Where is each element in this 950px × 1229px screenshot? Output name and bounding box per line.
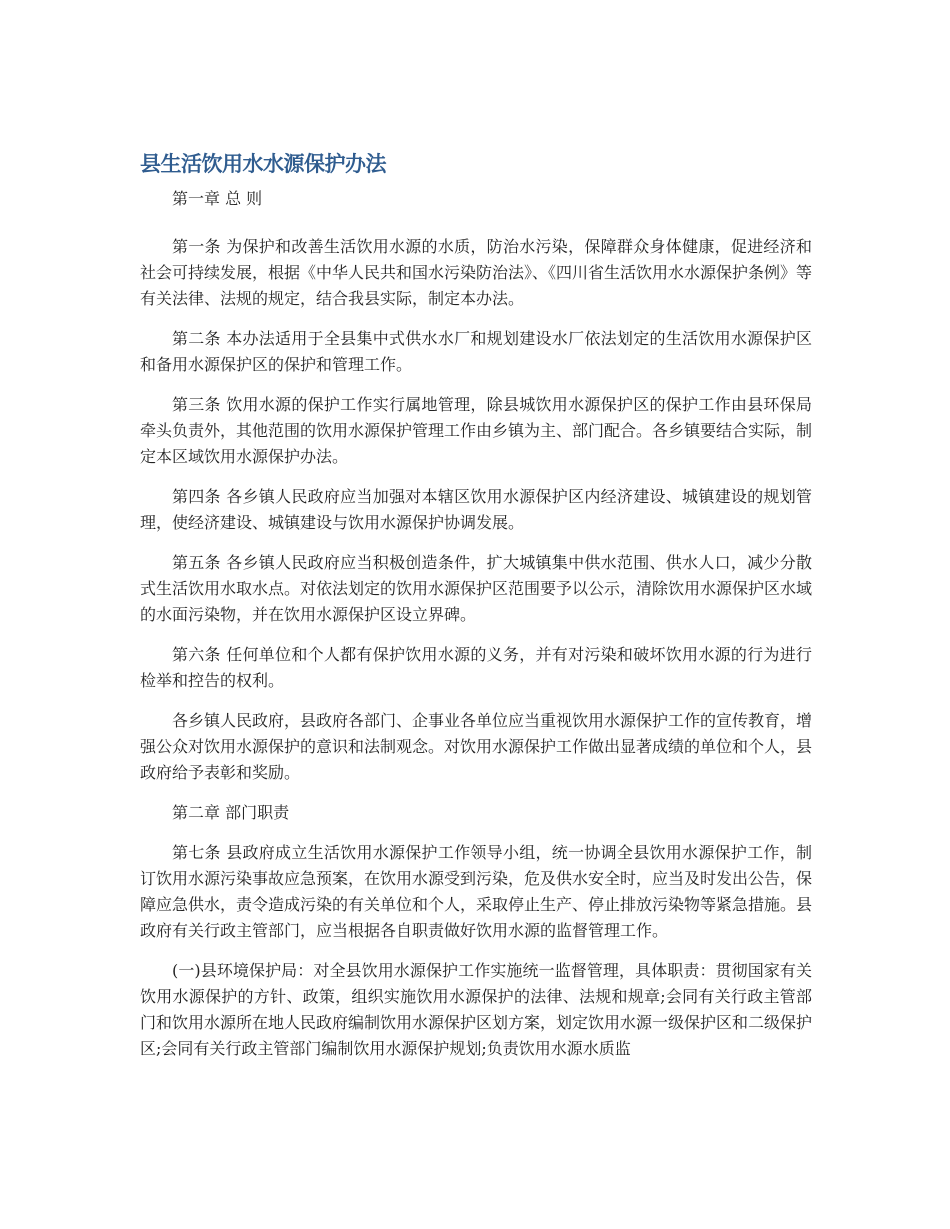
- chapter-heading-1: 第一章 总 则: [172, 189, 263, 208]
- article-4: 第四条 各乡镇人民政府应当加强对本辖区饮用水源保护区内经济建设、城镇建设的规划管理，使经济建设、城镇建设与饮用水源保护协调发展。: [140, 487, 812, 532]
- document-title: 县生活饮用水水源保护办法: [140, 152, 386, 176]
- article-1: 第一条 为保护和改善生活饮用水源的水质，防治水污染，保障群众身体健康，促进经济和社会可持续发展，根据《中华人民共和国水污染防治法》、《四川省生活饮用水水源保护条例》等有关法律、法规的规定，结合我县实际，制定本办法。: [140, 237, 813, 308]
- article-6: 第六条 任何单位和个人都有保护饮用水源的义务，并有对污染和破坏饮用水源的行为进行检举和控告的权利。: [140, 645, 812, 690]
- document-body: [140, 148, 812, 1076]
- article-6-paragraph-2: 各乡镇人民政府，县政府各部门、企事业各单位应当重视饮用水源保护工作的宣传教育，增强公众对饮用水源保护的意识和法制观念。对饮用水源保护工作做出显著成绩的单位和个人，县政府给予表彰和奖励。: [140, 711, 813, 782]
- article-7: 第七条 县政府成立生活饮用水源保护工作领导小组，统一协调全县饮用水源保护工作，制订饮用水源污染事故应急预案，在饮用水源受到污染，危及供水安全时，应当及时发出公告，保障应急供水，责令造成污染的有关单位和个人，采取停止生产、停止排放污染物等紧急措施。县政府有关行政主管部门，应当根据各自职责做好饮用水源的监督管理工作。: [140, 843, 813, 940]
- article-3: 第三条 饮用水源的保护工作实行属地管理，除县城饮用水源保护区的保护工作由县环保局牵头负责外，其他范围的饮用水源保护管理工作由乡镇为主、部门配合。各乡镇要结合实际，制定本区域饮用水源保护办法。: [140, 395, 813, 466]
- chapter-heading-2: 第二章 部门职责: [172, 803, 290, 822]
- article-2: 第二条 本办法适用于全县集中式供水水厂和规划建设水厂依法划定的生活饮用水源保护区和备用水源保护区的保护和管理工作。: [140, 329, 812, 374]
- article-7-item-1: (一)县环境保护局：对全县饮用水源保护工作实施统一监督管理，具体职责：贯彻国家有关饮用水源保护的方针、政策，组织实施饮用水源保护的法律、法规和规章;会同有关行政主管部门和饮用水源所在地人民政府编制饮用水源保护区划方案，划定饮用水源一级保护区和二级保护区;会同有关行政主管部门编制饮用水源保护规划;负责饮用水源水质监: [140, 961, 813, 1058]
- article-5: 第五条 各乡镇人民政府应当积极创造条件，扩大城镇集中供水范围、供水人口，减少分散式生活饮用水取水点。对依法划定的饮用水源保护区范围要予以公示，清除饮用水源保护区水域的水面污染物，并在饮用水源保护区设立界碑。: [140, 553, 813, 624]
